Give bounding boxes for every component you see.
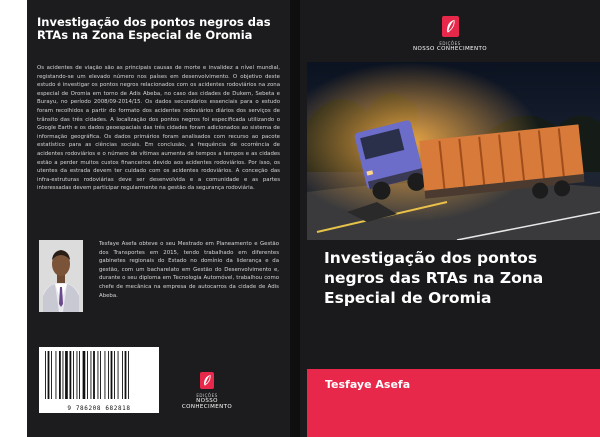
feather-icon: [200, 372, 214, 389]
back-publisher-logo: [177, 372, 237, 410]
spine: [290, 0, 300, 437]
front-cover-title: Investigação dos pontos negros das RTAs na Zona Especial de Oromia: [324, 249, 544, 307]
barcode-number: 9 786208 682818: [67, 405, 131, 412]
author-band: [307, 369, 600, 437]
front-publisher-name: NOSSO CONHECIMENTO: [412, 46, 488, 52]
back-publisher-name: NOSSO CONHECIMENTO: [181, 398, 233, 410]
author-bio: Tesfaye Asefa obteve o seu Mestrado em Planeamento e Gestão dos Transportes em 2015, tendo trabalhado em diferentes gabinetes regionais do Estado no domínio da liderança e da gestão, com um bacharelato em Gestão do Desenvolvimento e, durante o seu diploma em Tecnologia Automóvel, trabalhou como chefe de mecânica na empresa de autocarros da cidade de Adis Abeba.: [99, 241, 279, 299]
feather-icon: [442, 16, 459, 37]
cover-image-truck-accident: [307, 62, 600, 240]
author-photo: [39, 240, 83, 312]
front-cover: [300, 0, 600, 437]
back-cover-abstract: Os acidentes de viação são as principais causas de morte e invalidez a nível mundial, registando-se um elevado número nos países em desenvolvimento. O objetivo deste estudo é investigar os pontos negros relacionados com os acidentes rodoviários na zona especial de Oromia em torno de Adis Abeba, no caso das cidades de Dukem, Sebeta e Burayu, no período 2008/09-2014/15. Os dados secundários essenciais para o estudo foram recolhidos a partir do formato dos acidentes rodoviários diários dos serviços de trânsito das três cidades. A localização dos pontos negros foi especificada utilizando o Google Earth e os dados geoespaciais das três cidades foram adicionados ao sistema de informação geográfica. Os dados primários foram analisados com recurso ao pacote estatístico para as ciências sociais. Em conclusão, a frequência de ocorrência de acidentes rodoviários e o número de vítimas aumenta de tempos a tempos e as cidades estão a perder muitos custos financeiros devido aos acidentes rodoviários. Por isso, os utentes da estrada devem ter cuidado com os acidentes rodoviários. A conceção das infra-estruturas rodoviárias deve ser desenvolvida e a comunidade e as partes interessadas devem participar regularmente na gestão da segurança rodoviária.: [37, 65, 280, 192]
barcode-bars: [39, 347, 159, 403]
barcode: [39, 347, 159, 413]
front-publisher-logo: [400, 16, 500, 52]
back-cover: [27, 0, 290, 437]
front-cover-author: Tesfaye Asefa: [325, 378, 411, 391]
front-publisher-small: EDIÇÕES: [439, 41, 461, 46]
back-publisher-small: EDIÇÕES: [196, 393, 218, 398]
back-cover-title: Investigação dos pontos negros das RTAs na Zona Especial de Oromia: [37, 15, 271, 42]
